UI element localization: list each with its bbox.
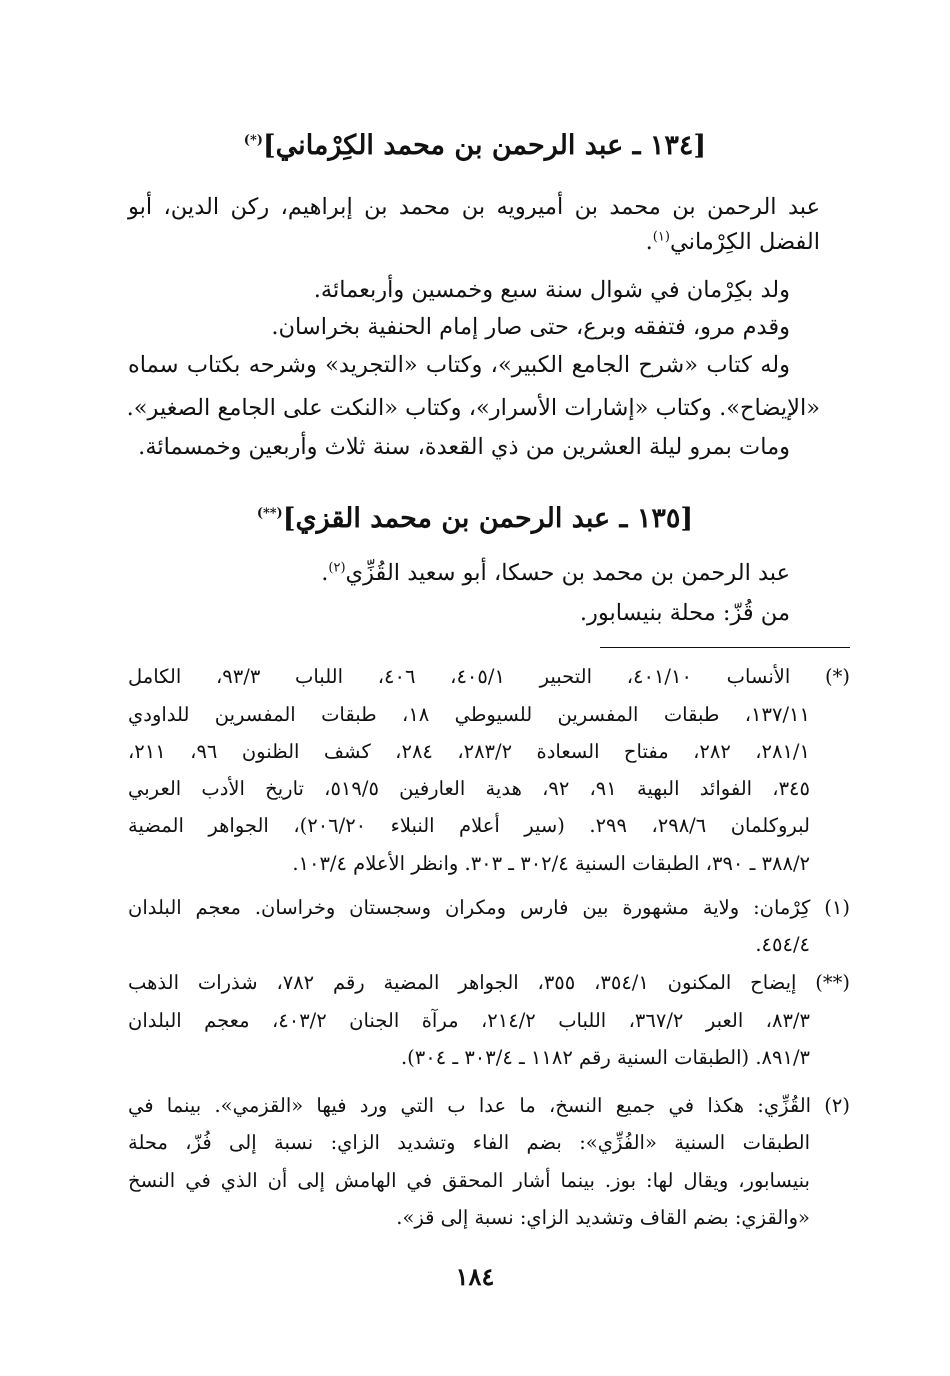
footnote-1-line-2: ٤٥٤/٤. (755, 933, 810, 956)
entry-134-line-1: عبد الرحمن بن محمد بن أميرويه بن محمد بن إبراهيم، ركن الدين، أبو (128, 194, 820, 220)
footnote-double-star-line-3: ٨٩١/٣. (الطبقات السنية رقم ١١٨٢ ـ ٣٠٣/٤ ـ ٣٠٤). (400, 1046, 810, 1069)
entry-135-title (120, 501, 830, 537)
footnote-1-line-1: (١) كِرْمان: ولاية مشهورة بين فارس ومكران وسجستان وخراسان. معجم البلدان (128, 896, 850, 919)
footnote-star-line-5: لبروكلمان ٢٩٨/٦، ٢٩٩. (سير أعلام النبلاء ٢٠٦/٢٠)، الجواهر المضية (128, 814, 810, 837)
footnote-separator (600, 647, 850, 648)
entry-135-line-1-text: عبد الرحمن بن محمد بن حسكا، أبو سعيد القُزِّي (345, 560, 790, 586)
footnote-star-line-1: (*) الأنساب ٤٠١/١٠، التحبير ٤٠٥/١، ٤٠٦، اللباب ٩٣/٣، الكامل (128, 665, 850, 688)
entry-134-title-footnote-mark: (*) (243, 133, 263, 148)
entry-134-line-6: «الإيضاح». وكتاب «إشارات الأسرار»، وكتاب «النكت على الجامع الصغير». (126, 395, 820, 421)
entry-134-line-3: ولد بكِرْمان في شوال سنة سبع وخمسين وأربعمائة. (313, 277, 790, 303)
entry-134-title-text: [١٣٤ ـ عبد الرحمن بن محمد الكِرْماني] (262, 130, 707, 161)
footnote-ref-1: (١) (652, 229, 670, 245)
entry-135-line-1 (128, 558, 790, 588)
footnote-double-star-line-2: ٨٣/٣، العبر ٣٦٧/٢، اللباب ٢١٤/٢، مرآة الجنان ٤٠٣/٢، معجم البلدان (128, 1009, 810, 1032)
footnote-2-line-2: الطبقات السنية «الفُزِّي»: بضم الفاء وتشديد الزاي: نسبة إلى فُزّ، محلة (128, 1131, 810, 1154)
footnote-star-line-2: ١٣٧/١١، طبقات المفسرين للسيوطي ١٨، طبقات المفسرين للداودي (128, 703, 810, 726)
entry-135-title-text: [١٣٥ ـ عبد الرحمن بن محمد القزي] (282, 503, 694, 534)
entry-134-line-4: وقدم مرو، فتفقه وبرع، حتى صار إمام الحنفية بخراسان. (271, 314, 790, 340)
entry-134-line-7: ومات بمرو ليلة العشرين من ذي القعدة، سنة ثلاث وأربعين وخمسمائة. (138, 434, 790, 460)
footnote-ref-2: (٢) (328, 560, 346, 576)
entry-134-line-2 (128, 227, 820, 257)
entry-135-line-2: من قُزّ: محلة بنيسابور. (579, 600, 790, 626)
entry-134-line-2-text: الفضل الكِرْماني (669, 229, 820, 255)
footnote-star-line-4: ٣٤٥، الفوائد البهية ٩١، ٩٢، هدية العارفين ٥١٩/٥، تاريخ الأدب العربي (128, 777, 810, 800)
footnote-2-line-1: (٢) القُزِّي: هكذا في جميع النسخ، ما عدا ب التي ورد فيها «القزمي». بينما في (128, 1094, 850, 1117)
footnote-2-line-4: «والقزي: بضم القاف وتشديد الزاي: نسبة إلى قز». (396, 1206, 810, 1229)
footnote-star-line-3: ٢٨١/١، ٢٨٢، مفتاح السعادة ٢٨٣/٢، ٢٨٤، كشف الظنون ٩٦، ٢١١، (128, 740, 810, 763)
footnote-2-line-3: بنيسابور، ويقال لها: بوز. بينما أشار المحقق في الهامش إلى أن الذي في النسخ (128, 1169, 810, 1192)
entry-134-line-5: وله كتاب «شرح الجامع الكبير»، وكتاب «التجريد» وشرحه بكتاب سماه (128, 352, 790, 378)
entry-135-title-footnote-mark: (**) (256, 506, 283, 521)
entry-134-line-2-end: . (645, 229, 653, 255)
footnote-star-line-6: ٣٨٨/٢ ـ ٣٩٠، الطبقات السنية ٣٠٢/٤ ـ ٣٠٣. وانظر الأعلام ١٠٣/٤. (292, 852, 810, 875)
page-number: ١٨٤ (455, 1262, 495, 1291)
footnote-double-star-line-1: (**) إيضاح المكنون ٣٥٤/١، ٣٥٥، الجواهر المضية رقم ٧٨٢، شذرات الذهب (128, 971, 850, 994)
entry-134-title (120, 128, 830, 164)
entry-135-line-1-end: . (321, 560, 329, 586)
